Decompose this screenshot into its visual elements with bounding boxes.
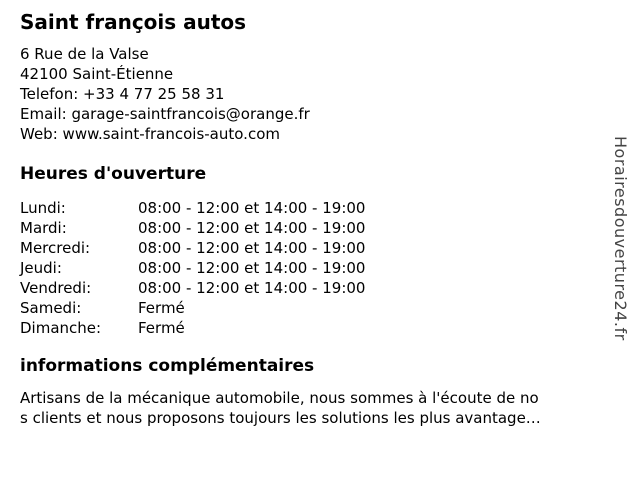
hours-row-tuesday	[20, 218, 600, 238]
contact-info	[20, 44, 600, 144]
hours-value: 08:00 - 12:00 et 14:00 - 19:00	[138, 279, 366, 297]
day-label: Dimanche:	[20, 319, 102, 337]
email-line	[20, 104, 600, 124]
day-label: Mardi:	[20, 219, 67, 237]
hours-value: 08:00 - 12:00 et 14:00 - 19:00	[138, 259, 366, 277]
business-card	[20, 10, 600, 428]
day-label: Jeudi:	[20, 259, 62, 277]
hours-row-monday	[20, 198, 600, 218]
web-value: www.saint-francois-auto.com	[62, 125, 280, 143]
hours-row-friday	[20, 278, 600, 298]
address-line-1: 6 Rue de la Valse	[20, 45, 149, 63]
day-label: Mercredi:	[20, 239, 91, 257]
email-label: Email:	[20, 105, 67, 123]
phone-label: Telefon:	[20, 85, 79, 103]
day-label: Samedi:	[20, 299, 82, 317]
address-line-2: 42100 Saint-Étienne	[20, 65, 174, 83]
day-label: Vendredi:	[20, 279, 92, 297]
watermark-vertical-text: Horairesdouverture24.fr	[611, 136, 630, 341]
email-value: garage-saintfrancois@orange.fr	[71, 105, 310, 123]
info-text-line-1: Artisans de la mécanique automobile, nous sommes à l'écoute de no	[20, 389, 539, 407]
phone-line	[20, 84, 600, 104]
phone-value: +33 4 77 25 58 31	[83, 85, 225, 103]
hours-value: Fermé	[138, 319, 185, 337]
business-name: Saint françois autos	[20, 10, 247, 34]
web-line	[20, 124, 600, 144]
web-label: Web:	[20, 125, 58, 143]
additional-info-title: informations complémentaires	[20, 356, 315, 376]
hours-row-sunday	[20, 318, 600, 338]
opening-hours-title: Heures d'ouverture	[20, 164, 207, 184]
opening-hours-table	[20, 198, 600, 338]
day-label: Lundi:	[20, 199, 66, 217]
hours-row-wednesday	[20, 238, 600, 258]
hours-row-thursday	[20, 258, 600, 278]
hours-value: 08:00 - 12:00 et 14:00 - 19:00	[138, 239, 366, 257]
hours-row-saturday	[20, 298, 600, 318]
additional-info-text	[20, 388, 600, 428]
hours-value: 08:00 - 12:00 et 14:00 - 19:00	[138, 199, 366, 217]
hours-value: Fermé	[138, 299, 185, 317]
hours-value: 08:00 - 12:00 et 14:00 - 19:00	[138, 219, 366, 237]
info-text-line-2: s clients et nous proposons toujours les solutions les plus avantage…	[20, 409, 541, 427]
